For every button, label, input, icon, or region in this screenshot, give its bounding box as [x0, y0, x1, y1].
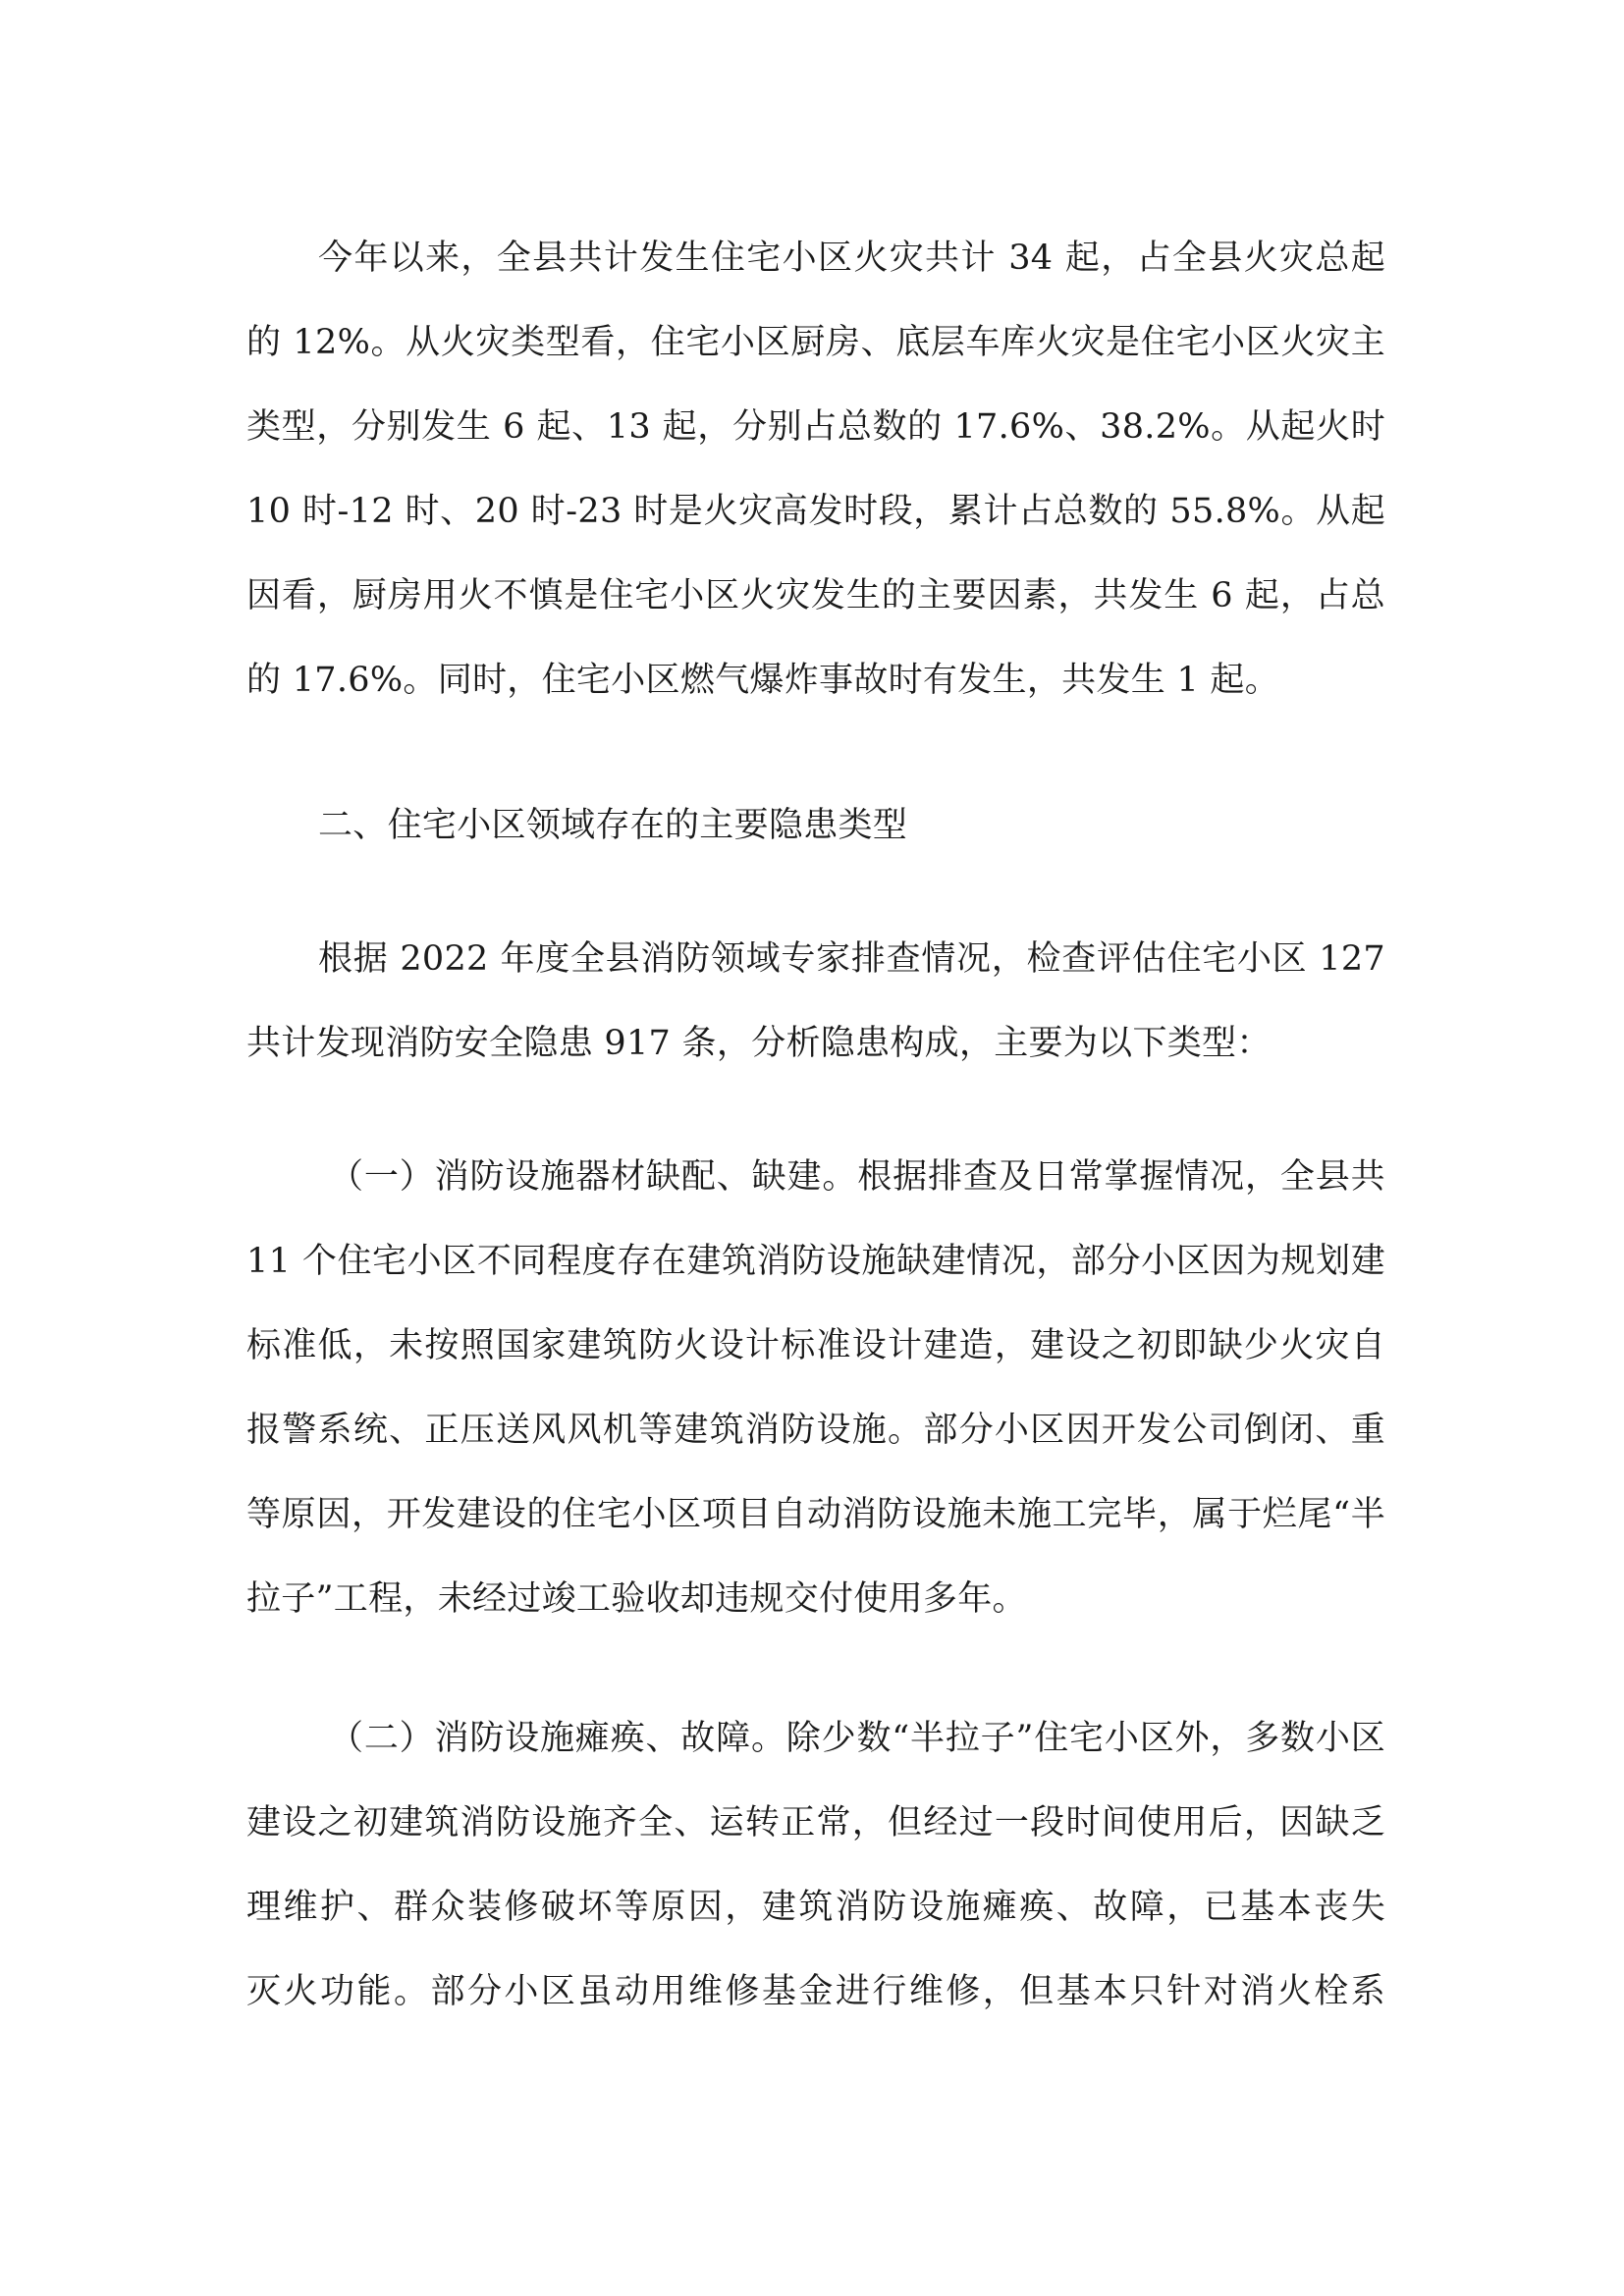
paragraph-line: 今年以来，全县共计发生住宅小区火灾共计 34 起，占全县火灾总起: [318, 239, 1385, 278]
paragraph-line: （一）消防设施器材缺配、缺建。根据排查及日常掌握情况，全县共: [329, 1157, 1385, 1197]
paragraph-line: 因看，厨房用火不慎是住宅小区火灾发生的主要因素，共发生 6 起，占总: [246, 576, 1385, 615]
section-heading: [246, 783, 1385, 868]
paragraph-line: 灭火功能。部分小区虽动用维修基金进行维修，但基本只针对消火栓系: [246, 1972, 1385, 2011]
paragraph-fire-statistics: [246, 216, 1385, 722]
paragraph-inspection-summary: [246, 917, 1385, 1086]
paragraph-line: （二）消防设施瘫痪、故障。除少数“半拉子”住宅小区外，多数小区: [329, 1719, 1385, 1758]
paragraph-line: 标准低，未按照国家建筑防火设计标准设计建造，建设之初即缺少火灾自: [246, 1326, 1385, 1365]
paragraph-facility-failure: [246, 1696, 1385, 2034]
paragraph-line: 10 时-12 时、20 时-23 时是火灾高发时段，累计占总数的 55.8%。从起: [246, 492, 1385, 531]
paragraph-line: 共计发现消防安全隐患 917 条，分析隐患构成，主要为以下类型：: [246, 1024, 1272, 1063]
paragraph-line: 的 17.6%。同时，住宅小区燃气爆炸事故时有发生，共发生 1 起。: [246, 661, 1280, 700]
paragraph-line: 11 个住宅小区不同程度存在建筑消防设施缺建情况，部分小区因为规划建: [246, 1242, 1385, 1281]
paragraph-line: 理维护、群众装修破坏等原因，建筑消防设施瘫痪、故障，已基本丧失: [246, 1888, 1385, 1927]
paragraph-line: 报警系统、正压送风风机等建筑消防设施。部分小区因开发公司倒闭、重: [246, 1411, 1385, 1450]
paragraph-line: 等原因，开发建设的住宅小区项目自动消防设施未施工完毕，属于烂尾“半: [246, 1495, 1385, 1534]
paragraph-line: 根据 2022 年度全县消防领域专家排查情况，检查评估住宅小区 127: [318, 939, 1385, 979]
paragraph-line: 建设之初建筑消防设施齐全、运转正常，但经过一段时间使用后，因缺乏: [246, 1803, 1385, 1842]
section-heading-text: 二、住宅小区领域存在的主要隐患类型: [318, 806, 908, 845]
paragraph-line: 的 12%。从火灾类型看，住宅小区厨房、底层车库火灾是住宅小区火灾主: [246, 323, 1385, 362]
paragraph-line: 拉子”工程，未经过竣工验收却违规交付使用多年。: [246, 1579, 1027, 1619]
paragraph-missing-facilities: [246, 1135, 1385, 1641]
paragraph-line: 类型，分别发生 6 起、13 起，分别占总数的 17.6%、38.2%。从起火时: [246, 407, 1385, 447]
